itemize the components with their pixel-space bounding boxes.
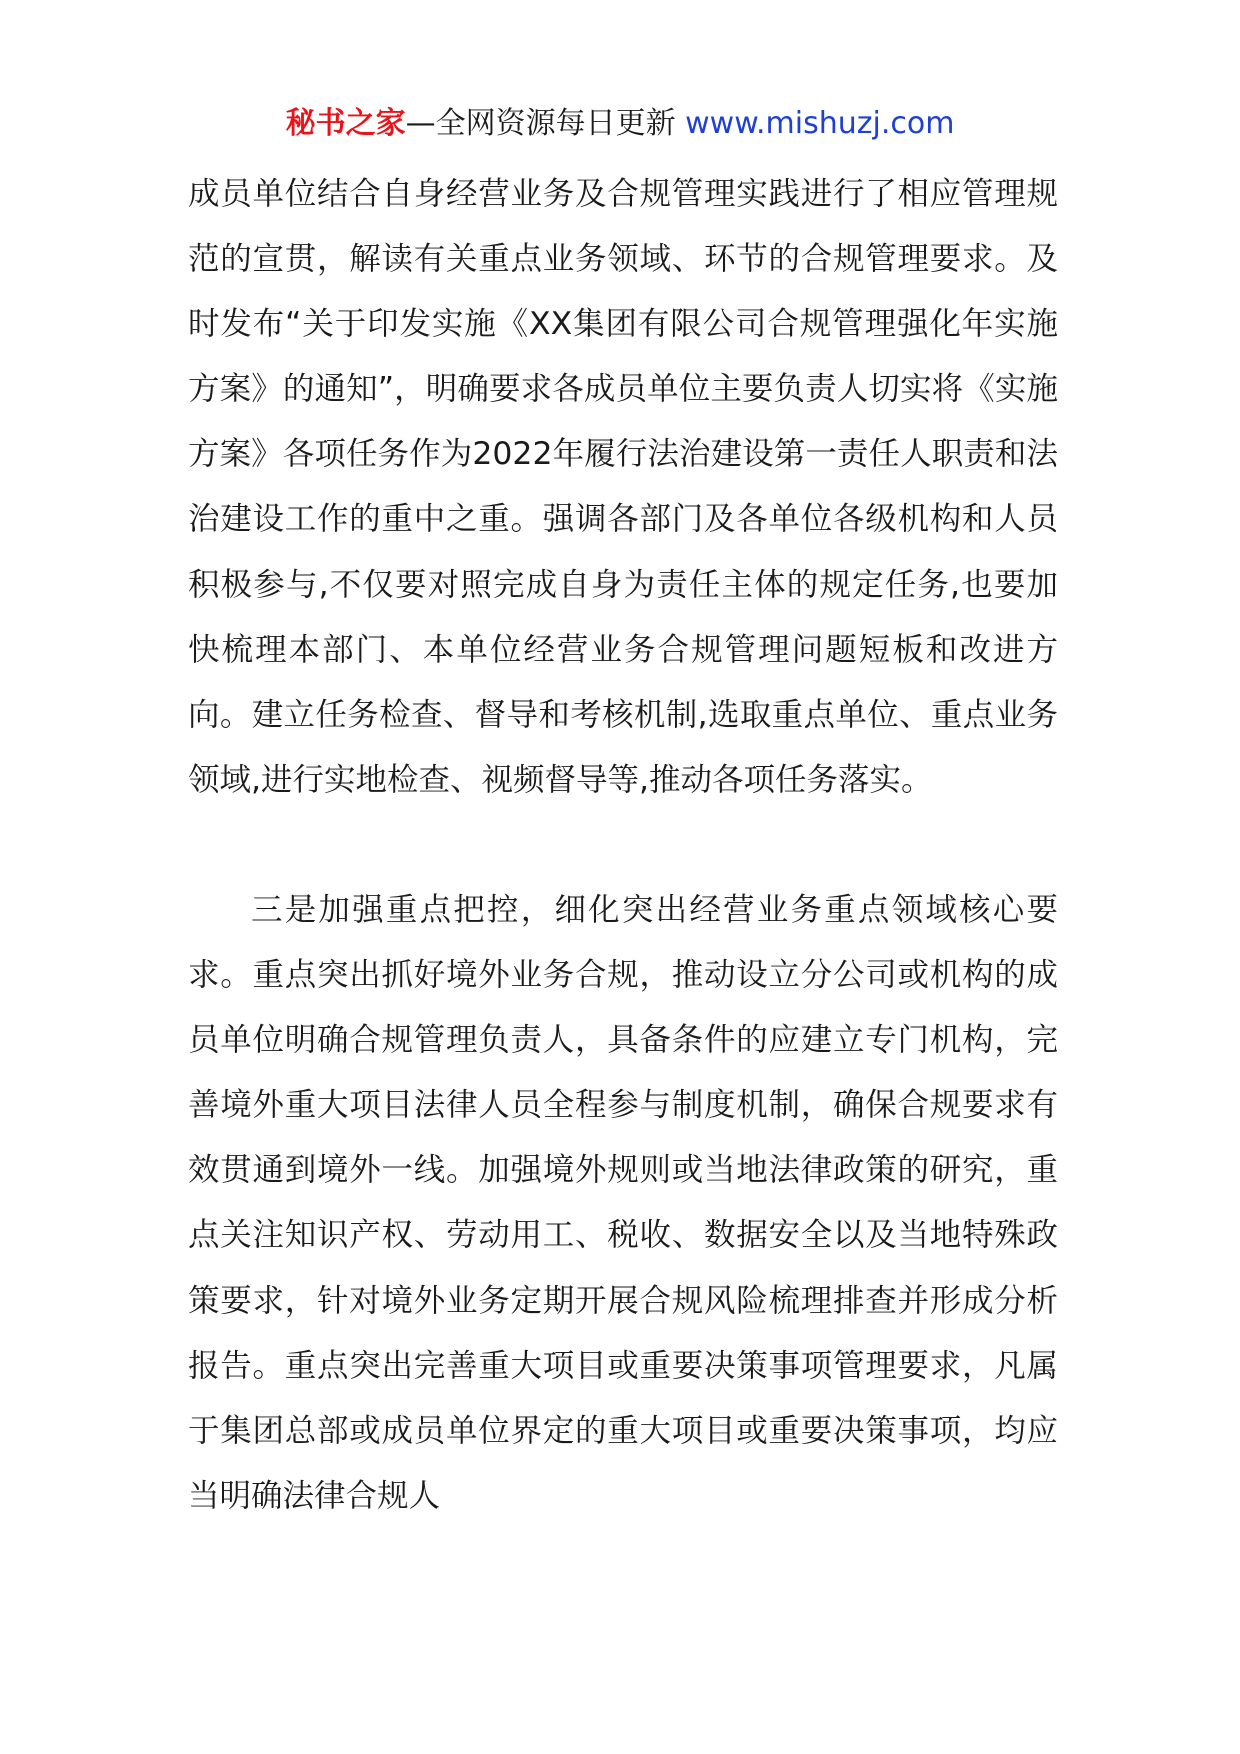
paragraph-point-three: 三是加强重点把控，细化突出经营业务重点领域核心要求。重点突出抓好境外业务合规，推动设立分公司或机构的成员单位明确合规管理负责人，具备条件的应建立专门机构，完善境外重大项目法律人员全程参与制度机制，确保合规要求有效贯通到境外一线。加强境外规则或当地法律政策的研究，重点关注知识产权、劳动用工、税收、数据安全以及当地特殊政策要求，针对境外业务定期开展合规风险梳理排查并形成分析报告。重点突出完善重大项目或重要决策事项管理要求，凡属于集团总部或成员单位界定的重大项目或重要决策事项，均应当明确法律合规人 — [188, 891, 1058, 1514]
site-brand: 秘书之家 — [285, 106, 406, 141]
site-header — [0, 104, 1240, 144]
site-url-link[interactable]: www.mishuzj.com — [685, 106, 955, 141]
document-body — [188, 162, 1058, 1529]
paragraph-continued: 成员单位结合自身经营业务及合规管理实践进行了相应管理规范的宣贯，解读有关重点业务领域、环节的合规管理要求。及时发布“关于印发实施《XX集团有限公司合规管理强化年实施方案》的通知”，明确要求各成员单位主要负责人切实将《实施方案》各项任务作为2022年履行法治建设第一责任人职责和法治建设工作的重中之重。强调各部门及各单位各级机构和人员积极参与,不仅要对照完成自身为责任主体的规定任务,也要加快梳理本部门、本单位经营业务合规管理问题短板和改进方向。建立任务检查、督导和考核机制,选取重点单位、重点业务领域,进行实地检查、视频督导等,推动各项任务落实。 — [188, 176, 1058, 798]
site-tagline: —全网资源每日更新 — [405, 106, 686, 141]
paragraph-gap — [188, 813, 1058, 878]
